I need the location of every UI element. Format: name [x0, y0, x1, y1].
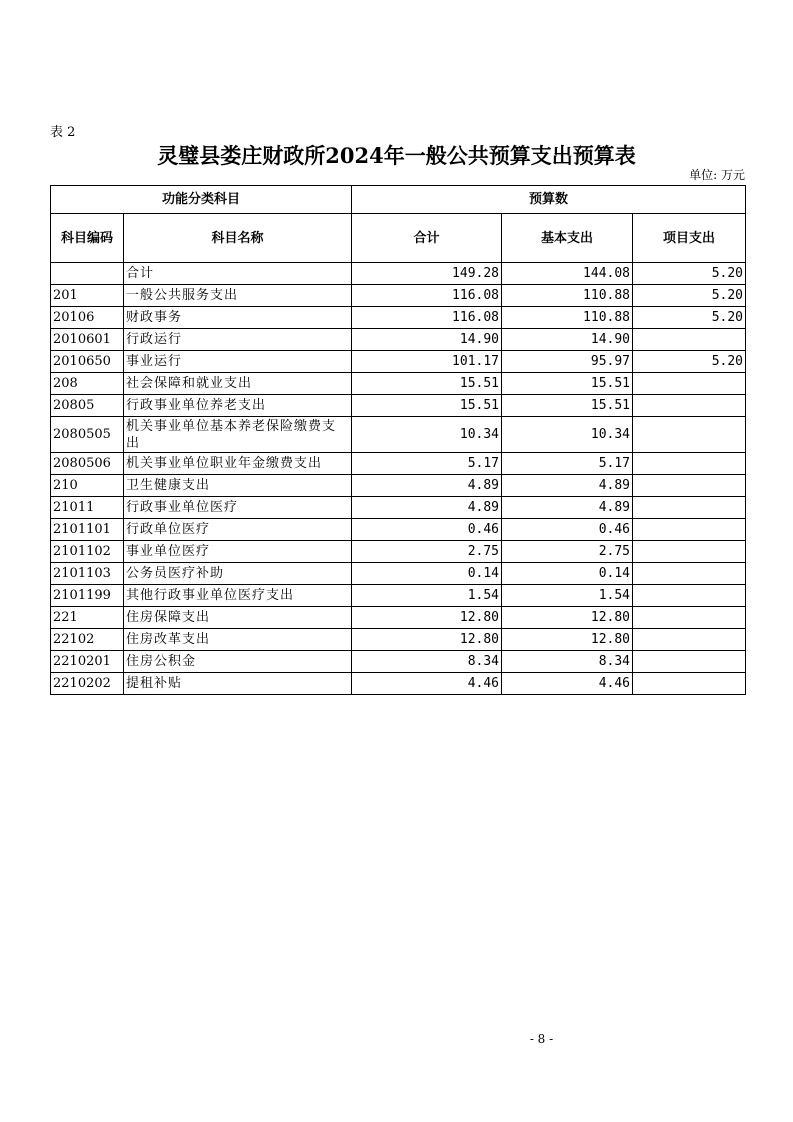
subject-code-cell: 2080506 [51, 453, 124, 475]
total-cell: 2.75 [352, 541, 502, 563]
subject-name-cell: 事业运行 [124, 351, 352, 373]
subject-code-cell: 20106 [51, 307, 124, 329]
subject-name-cell: 行政事业单位医疗 [124, 497, 352, 519]
table-row [51, 607, 746, 629]
basic-expenditure-cell: 8.34 [502, 651, 633, 673]
basic-expenditure-cell: 10.34 [502, 417, 633, 453]
subject-name-cell: 一般公共服务支出 [124, 285, 352, 307]
subject-name-cell: 事业单位医疗 [124, 541, 352, 563]
basic-expenditure-cell: 4.89 [502, 475, 633, 497]
header-row-group [51, 186, 746, 214]
table-row [51, 395, 746, 417]
project-expenditure-cell [633, 673, 746, 695]
basic-expenditure-cell: 0.14 [502, 563, 633, 585]
subject-code-cell: 21011 [51, 497, 124, 519]
basic-expenditure-cell: 144.08 [502, 263, 633, 285]
subject-code-cell [51, 263, 124, 285]
basic-expenditure-cell: 15.51 [502, 373, 633, 395]
project-expenditure-cell [633, 417, 746, 453]
basic-expenditure-cell: 15.51 [502, 395, 633, 417]
project-expenditure-cell: 5.20 [633, 307, 746, 329]
header-project-expenditure: 项目支出 [633, 214, 746, 263]
total-cell: 4.46 [352, 673, 502, 695]
table-row [51, 497, 746, 519]
subject-code-cell: 2210202 [51, 673, 124, 695]
project-expenditure-cell [633, 475, 746, 497]
subject-code-cell: 201 [51, 285, 124, 307]
table-row [51, 629, 746, 651]
project-expenditure-cell [633, 519, 746, 541]
table-row [51, 651, 746, 673]
basic-expenditure-cell: 2.75 [502, 541, 633, 563]
basic-expenditure-cell: 4.46 [502, 673, 633, 695]
subject-name-cell: 机关事业单位基本养老保险缴费支出 [124, 417, 352, 453]
basic-expenditure-cell: 12.80 [502, 629, 633, 651]
total-cell: 15.51 [352, 373, 502, 395]
header-functional-classification: 功能分类科目 [51, 186, 352, 214]
table-row [51, 351, 746, 373]
subject-name-cell: 社会保障和就业支出 [124, 373, 352, 395]
subject-code-cell: 2010650 [51, 351, 124, 373]
project-expenditure-cell [633, 395, 746, 417]
table-row [51, 563, 746, 585]
subject-name-cell: 卫生健康支出 [124, 475, 352, 497]
project-expenditure-cell [633, 563, 746, 585]
subject-code-cell: 2101102 [51, 541, 124, 563]
total-cell: 4.89 [352, 475, 502, 497]
total-cell: 10.34 [352, 417, 502, 453]
basic-expenditure-cell: 12.80 [502, 607, 633, 629]
table-row [51, 285, 746, 307]
total-cell: 8.34 [352, 651, 502, 673]
total-cell: 0.46 [352, 519, 502, 541]
basic-expenditure-cell: 110.88 [502, 307, 633, 329]
subject-code-cell: 2010601 [51, 329, 124, 351]
total-cell: 15.51 [352, 395, 502, 417]
subject-name-cell: 行政事业单位养老支出 [124, 395, 352, 417]
total-cell: 0.14 [352, 563, 502, 585]
table-body [51, 263, 746, 695]
subject-name-cell: 住房保障支出 [124, 607, 352, 629]
header-budget-amount: 预算数 [352, 186, 746, 214]
subject-name-cell: 提租补贴 [124, 673, 352, 695]
total-cell: 5.17 [352, 453, 502, 475]
subject-name-cell: 行政运行 [124, 329, 352, 351]
subject-code-cell: 208 [51, 373, 124, 395]
subject-name-cell: 机关事业单位职业年金缴费支出 [124, 453, 352, 475]
subject-code-cell: 2080505 [51, 417, 124, 453]
project-expenditure-cell [633, 329, 746, 351]
table-row [51, 453, 746, 475]
project-expenditure-cell [633, 453, 746, 475]
total-cell: 1.54 [352, 585, 502, 607]
table-row [51, 373, 746, 395]
project-expenditure-cell: 5.20 [633, 285, 746, 307]
table-row [51, 307, 746, 329]
total-cell: 14.90 [352, 329, 502, 351]
project-expenditure-cell: 5.20 [633, 263, 746, 285]
subject-code-cell: 20805 [51, 395, 124, 417]
header-basic-expenditure: 基本支出 [502, 214, 633, 263]
document-title: 灵璧县娄庄财政所2024年一般公共预算支出预算表 [157, 143, 636, 168]
table-row [51, 329, 746, 351]
project-expenditure-cell [633, 541, 746, 563]
subject-code-cell: 2101103 [51, 563, 124, 585]
basic-expenditure-cell: 95.97 [502, 351, 633, 373]
project-expenditure-cell [633, 651, 746, 673]
subject-name-cell: 住房改革支出 [124, 629, 352, 651]
basic-expenditure-cell: 0.46 [502, 519, 633, 541]
table-row [51, 585, 746, 607]
total-cell: 116.08 [352, 307, 502, 329]
total-cell: 4.89 [352, 497, 502, 519]
project-expenditure-cell [633, 607, 746, 629]
table-row [51, 519, 746, 541]
project-expenditure-cell: 5.20 [633, 351, 746, 373]
subject-code-cell: 2210201 [51, 651, 124, 673]
subject-name-cell: 合计 [124, 263, 352, 285]
budget-table [50, 185, 746, 695]
subject-name-cell: 财政事务 [124, 307, 352, 329]
subject-code-cell: 2101101 [51, 519, 124, 541]
header-subject-name: 科目名称 [124, 214, 352, 263]
project-expenditure-cell [633, 373, 746, 395]
project-expenditure-cell [633, 585, 746, 607]
basic-expenditure-cell: 14.90 [502, 329, 633, 351]
subject-name-cell: 行政单位医疗 [124, 519, 352, 541]
project-expenditure-cell [633, 629, 746, 651]
subject-name-cell: 公务员医疗补助 [124, 563, 352, 585]
table-label: 表 2 [50, 125, 76, 140]
table-row [51, 417, 746, 453]
unit-label: 单位: 万元 [689, 168, 745, 182]
project-expenditure-cell [633, 497, 746, 519]
header-subject-code: 科目编码 [51, 214, 124, 263]
header-total: 合计 [352, 214, 502, 263]
subject-code-cell: 221 [51, 607, 124, 629]
basic-expenditure-cell: 1.54 [502, 585, 633, 607]
subject-name-cell: 住房公积金 [124, 651, 352, 673]
subject-code-cell: 210 [51, 475, 124, 497]
subject-name-cell: 其他行政事业单位医疗支出 [124, 585, 352, 607]
total-cell: 116.08 [352, 285, 502, 307]
page-number: - 8 - [529, 1032, 554, 1046]
basic-expenditure-cell: 110.88 [502, 285, 633, 307]
table-row [51, 475, 746, 497]
basic-expenditure-cell: 4.89 [502, 497, 633, 519]
table-row [51, 673, 746, 695]
total-cell: 101.17 [352, 351, 502, 373]
table-row [51, 263, 746, 285]
subject-code-cell: 22102 [51, 629, 124, 651]
header-row-columns [51, 214, 746, 263]
total-cell: 12.80 [352, 607, 502, 629]
basic-expenditure-cell: 5.17 [502, 453, 633, 475]
total-cell: 12.80 [352, 629, 502, 651]
subject-code-cell: 2101199 [51, 585, 124, 607]
table-row [51, 541, 746, 563]
total-cell: 149.28 [352, 263, 502, 285]
